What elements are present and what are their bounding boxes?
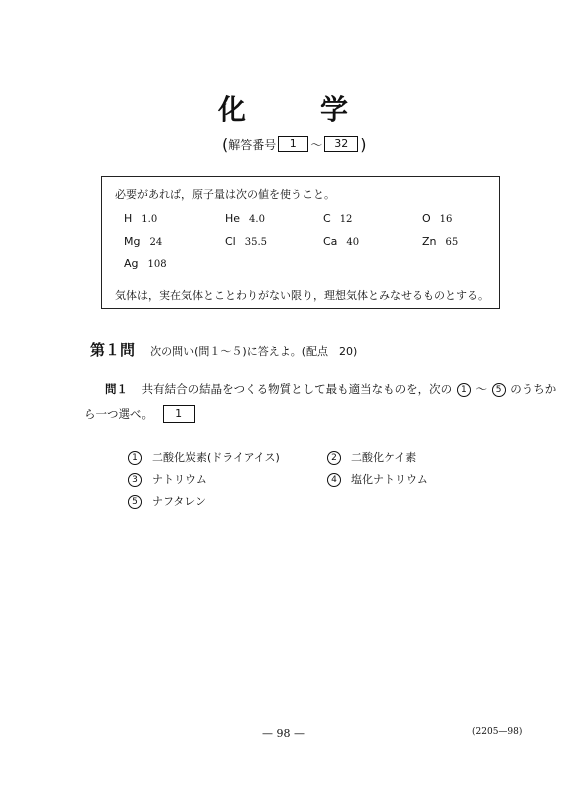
question-1-line-2	[84, 405, 195, 423]
option-3[interactable]	[127, 471, 207, 487]
question-text-b: のうちか	[510, 382, 557, 396]
question-text-a: 共有結合の結晶をつくる物質として最も適当なものを，次の	[141, 382, 453, 396]
option-5[interactable]	[127, 493, 206, 509]
option-number: 1	[128, 451, 142, 465]
question-text-c: ら一つ選べ。	[84, 406, 153, 421]
option-number: 4	[327, 473, 341, 487]
title	[0, 88, 567, 124]
gas-note: 気体は，実在気体とことわりがない限り，理想気体とみなせるものとする。	[115, 289, 489, 302]
page-number: — 98 —	[262, 727, 305, 740]
element-cl: Cl 35.5	[225, 235, 268, 248]
option-number: 3	[128, 473, 142, 487]
question-range-sep: ～	[475, 382, 487, 396]
section-heading	[90, 339, 357, 360]
answer-box[interactable]: 1	[163, 405, 195, 423]
circled-number-last: 5	[492, 383, 506, 397]
page-code: (2205—98)	[472, 727, 523, 737]
answer-range-to: 32	[324, 136, 358, 152]
option-1[interactable]	[127, 449, 280, 465]
circled-number-first: 1	[457, 383, 471, 397]
element-mg: Mg 24	[124, 235, 163, 248]
option-label: 二酸化炭素(ドライアイス)	[152, 451, 280, 464]
section-title: 第１問	[90, 341, 136, 359]
element-ca: Ca 40	[323, 235, 360, 248]
question-1-line-1	[105, 381, 556, 397]
answer-range: ( 解答番号 1 ～ 32 )	[222, 134, 367, 154]
atomic-mass-intro: 必要があれば，原子量は次の値を使うこと。	[115, 188, 335, 201]
element-he: He 4.0	[225, 212, 265, 225]
option-label: ナフタレン	[152, 495, 206, 508]
option-number: 2	[327, 451, 341, 465]
title-char-2: 学	[320, 93, 349, 126]
element-ag: Ag 108	[124, 257, 167, 270]
question-label: 問１	[105, 382, 128, 396]
option-label: ナトリウム	[152, 473, 207, 486]
element-h: H 1.0	[124, 212, 158, 225]
option-2[interactable]	[326, 449, 416, 465]
atomic-mass-box	[101, 176, 500, 309]
answer-range-prefix: 解答番号	[228, 137, 277, 152]
element-c: C 12	[323, 212, 353, 225]
answer-range-sep: ～	[310, 137, 323, 152]
element-o: O 16	[422, 212, 453, 225]
section-instruction: 次の問い(問１～５)に答えよ。(配点 20)	[150, 345, 358, 358]
option-4[interactable]	[326, 471, 428, 487]
answer-range-from: 1	[278, 136, 308, 152]
option-label: 塩化ナトリウム	[351, 473, 428, 486]
element-zn: Zn 65	[422, 235, 459, 248]
title-char-1: 化	[218, 93, 247, 126]
option-label: 二酸化ケイ素	[351, 451, 417, 464]
option-number: 5	[128, 495, 142, 509]
